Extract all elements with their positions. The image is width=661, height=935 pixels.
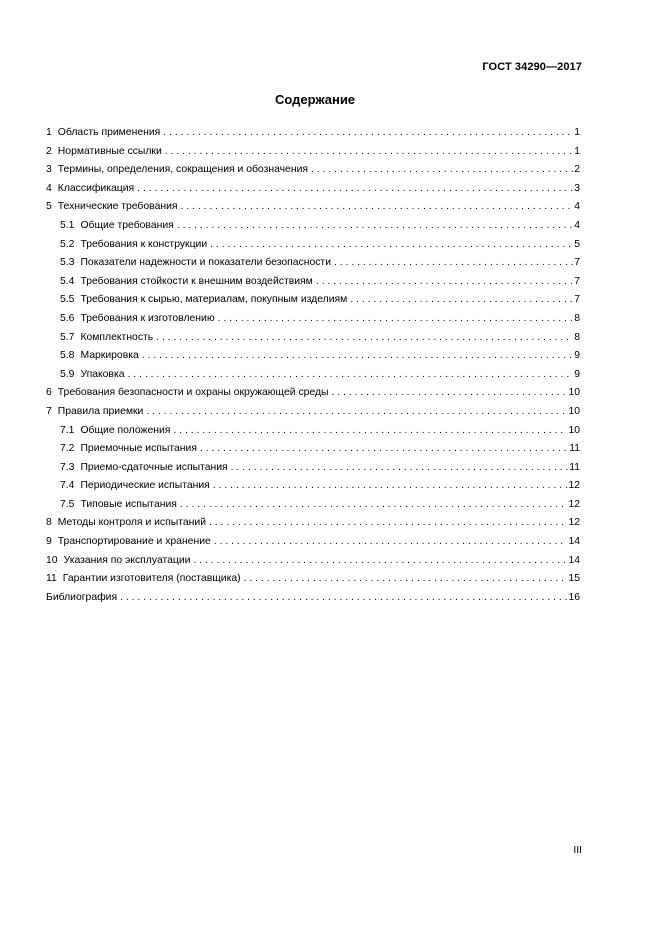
toc-entry[interactable] <box>46 514 580 533</box>
toc-entry-label: Указания по эксплуатации <box>63 554 191 566</box>
toc-dot-leader <box>128 366 574 385</box>
toc-entry[interactable] <box>46 403 580 422</box>
toc-entry-page: 7 <box>574 294 580 306</box>
toc-entry[interactable] <box>46 366 580 385</box>
toc-entry-page: 10 <box>568 387 580 399</box>
toc-entry-label: Показатели надежности и показатели безопасности <box>80 257 331 269</box>
toc-entry-number: 5 <box>46 201 52 213</box>
toc-entry[interactable] <box>46 329 580 348</box>
toc-entry-page: 5 <box>574 238 580 250</box>
toc-dot-leader <box>218 310 574 329</box>
toc-entry[interactable] <box>46 347 580 366</box>
toc-entry[interactable] <box>46 533 580 552</box>
toc-entry-number: 4 <box>46 182 52 194</box>
toc-entry[interactable] <box>46 180 580 199</box>
toc-entry[interactable] <box>46 422 580 441</box>
toc-entry[interactable] <box>46 236 580 255</box>
toc-dot-leader <box>334 254 573 273</box>
toc-entry-number: 7 <box>46 405 52 417</box>
toc-entry-number: 5.7 <box>60 331 75 343</box>
toc-entry-label: Маркировка <box>80 350 139 362</box>
toc-dot-leader <box>180 496 568 515</box>
toc-entry[interactable] <box>46 384 580 403</box>
toc-entry-label: Комплектность <box>80 331 154 343</box>
toc-entry[interactable] <box>46 273 580 292</box>
toc-entry-label: Приемочные испытания <box>80 443 197 455</box>
toc-entry-label: Упаковка <box>80 368 125 380</box>
toc-entry-number: 3 <box>46 164 52 176</box>
toc-entry-number: 5.1 <box>60 219 75 231</box>
toc-entry-page: 8 <box>574 331 580 343</box>
toc-entry-label: Транспортирование и хранение <box>57 536 211 548</box>
toc-entry-label: Правила приемки <box>57 405 144 417</box>
toc-entry-number: 1 <box>46 127 52 138</box>
toc-entry[interactable] <box>46 552 580 571</box>
toc-dot-leader <box>142 347 573 366</box>
toc-entry-page: 8 <box>574 312 580 324</box>
toc-entry-page: 15 <box>568 573 580 585</box>
toc-entry-page: 10 <box>568 424 580 436</box>
toc-entry-label: Требования стойкости к внешним воздействиям <box>80 275 313 287</box>
toc-entry-label: Классификация <box>57 182 135 194</box>
toc-entry-number: 8 <box>46 517 52 529</box>
toc-dot-leader <box>146 403 567 422</box>
page-number: III <box>573 845 582 856</box>
table-of-contents <box>46 124 580 607</box>
toc-entry-page: 7 <box>574 257 580 269</box>
toc-entry-page: 11 <box>569 461 580 473</box>
toc-entry[interactable] <box>46 310 580 329</box>
toc-entry-label: Область применения <box>57 127 161 138</box>
toc-entry-number: 7.5 <box>60 498 75 510</box>
toc-entry-number: 6 <box>46 387 52 399</box>
toc-entry-label: Технические требования <box>57 201 178 213</box>
toc-entry-label: Требования к изготовлению <box>80 312 215 324</box>
toc-entry-label: Общие требования <box>80 219 174 231</box>
toc-entry[interactable] <box>46 124 580 143</box>
toc-dot-leader <box>244 570 568 589</box>
toc-entry-number: 5.6 <box>60 312 75 324</box>
toc-entry-page: 4 <box>574 201 580 213</box>
toc-entry-page: 10 <box>568 405 580 417</box>
toc-dot-leader <box>156 329 573 348</box>
toc-entry-page: 11 <box>569 443 580 455</box>
toc-entry-page: 12 <box>568 517 580 529</box>
toc-entry-label: Типовые испытания <box>80 498 177 510</box>
toc-entry-page: 2 <box>574 164 580 176</box>
toc-entry-number: 9 <box>46 536 52 548</box>
toc-entry-page: 9 <box>574 368 580 380</box>
toc-entry-page: 3 <box>574 182 580 194</box>
toc-entry-number: 11 <box>46 573 57 585</box>
toc-entry-number: 5.2 <box>60 238 75 250</box>
toc-entry[interactable] <box>46 440 580 459</box>
toc-entry-label: Требования к конструкции <box>80 238 208 250</box>
toc-entry-page: 12 <box>568 498 580 510</box>
toc-dot-leader <box>163 124 573 143</box>
toc-entry-number: 5.4 <box>60 275 75 287</box>
toc-dot-leader <box>210 236 573 255</box>
toc-entry-number: 5.3 <box>60 257 75 269</box>
toc-entry-label: Нормативные ссылки <box>57 145 162 157</box>
toc-entry-label: Требования к сырью, материалам, покупным изделиям <box>80 294 348 306</box>
toc-dot-leader <box>209 514 567 533</box>
toc-entry-page: 4 <box>574 219 580 231</box>
toc-dot-leader <box>165 143 573 162</box>
toc-dot-leader <box>181 198 574 217</box>
toc-entry-page: 16 <box>568 591 580 603</box>
toc-entry-page: 1 <box>574 145 580 157</box>
toc-dot-leader <box>316 273 573 292</box>
toc-entry[interactable] <box>46 161 580 180</box>
toc-entry-number: 10 <box>46 554 58 566</box>
toc-entry[interactable] <box>46 477 580 496</box>
toc-entry-label: Приемо-сдаточные испытания <box>80 461 228 473</box>
toc-entry[interactable] <box>46 570 580 589</box>
toc-dot-leader <box>214 533 568 552</box>
toc-title: Содержание <box>274 92 356 107</box>
toc-entry[interactable] <box>46 198 580 217</box>
toc-entry-label: Гарантии изготовителя (поставщика) <box>62 573 241 585</box>
toc-entry-number: 5.5 <box>60 294 75 306</box>
toc-entry-number: 7.4 <box>60 480 75 492</box>
toc-dot-leader <box>213 477 568 496</box>
toc-entry-page: 1 <box>574 127 580 138</box>
toc-dot-leader <box>173 422 567 441</box>
toc-entry-number: 5.9 <box>60 368 75 380</box>
toc-dot-leader <box>311 161 573 180</box>
toc-entry-page: 12 <box>568 480 580 492</box>
toc-dot-leader <box>350 291 573 310</box>
toc-entry-number: 7.3 <box>60 461 75 473</box>
toc-entry[interactable] <box>46 254 580 273</box>
document-code: ГОСТ 34290—2017 <box>482 61 582 73</box>
toc-entry-label: Периодические испытания <box>80 480 210 492</box>
toc-entry-label: Термины, определения, сокращения и обозначения <box>57 164 309 176</box>
toc-entry[interactable] <box>46 291 580 310</box>
toc-entry-number: 7.1 <box>60 424 75 436</box>
toc-entry-page: 14 <box>568 536 580 548</box>
toc-entry-page: 9 <box>574 350 580 362</box>
toc-entry-page: 14 <box>568 554 580 566</box>
toc-dot-leader <box>200 440 568 459</box>
toc-entry[interactable] <box>46 496 580 515</box>
toc-entry-number: 5.8 <box>60 350 75 362</box>
toc-dot-leader <box>231 459 569 478</box>
toc-entry-number: 2 <box>46 145 52 157</box>
toc-entry[interactable] <box>46 143 580 162</box>
toc-entry-page: 7 <box>574 275 580 287</box>
toc-entry-label: Общие положения <box>80 424 171 436</box>
toc-dot-leader <box>332 384 568 403</box>
toc-entry[interactable] <box>46 217 580 236</box>
toc-entry[interactable] <box>46 459 580 478</box>
toc-entry-number: 7.2 <box>60 443 75 455</box>
toc-entry-label: Требования безопасности и охраны окружающей среды <box>57 387 329 399</box>
toc-dot-leader <box>177 217 573 236</box>
toc-entry-label: Методы контроля и испытаний <box>57 517 206 529</box>
toc-dot-leader <box>193 552 567 571</box>
toc-entry[interactable] <box>46 589 580 608</box>
toc-dot-leader <box>137 180 573 199</box>
toc-entry-label: Библиография <box>46 591 118 603</box>
toc-dot-leader <box>120 589 567 608</box>
